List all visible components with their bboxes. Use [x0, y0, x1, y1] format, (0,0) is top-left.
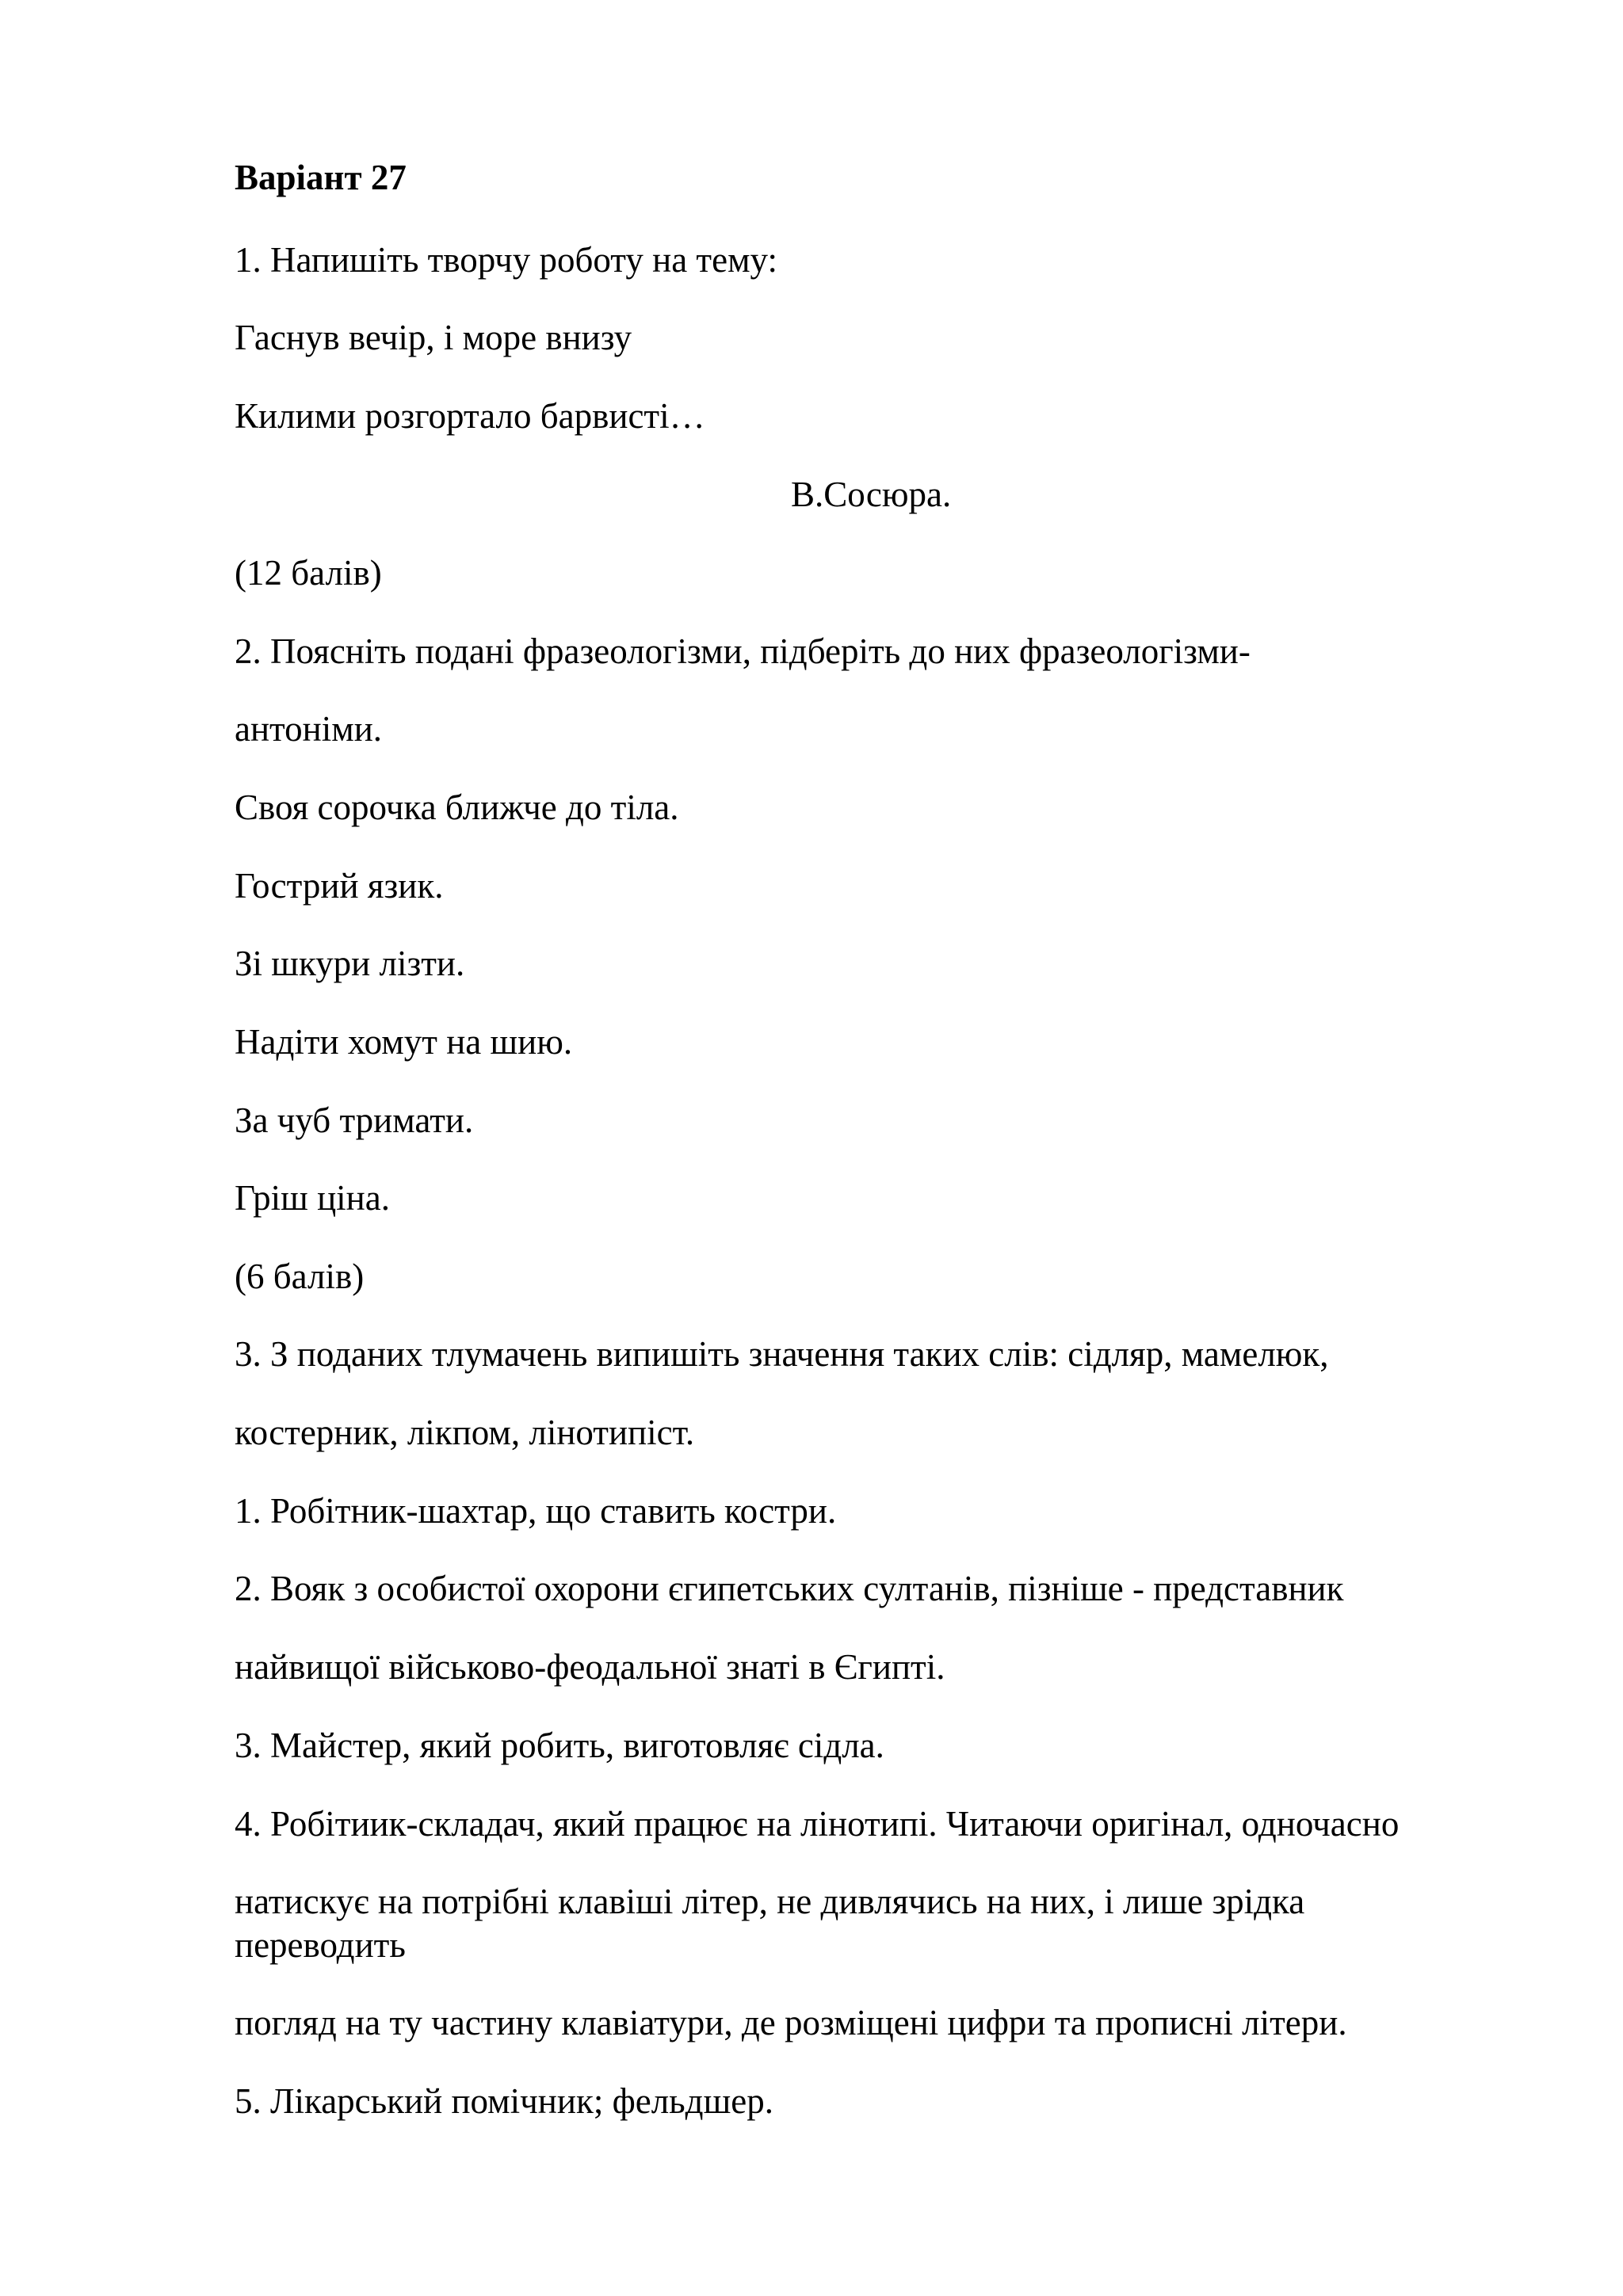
task1-prompt: 1. Напишіть творчу роботу на тему:	[235, 240, 777, 280]
task3-prompt-line2: костерник, лікпом, лінотипіст.	[235, 1413, 695, 1452]
task3-definition-4-line3: переводить	[235, 1925, 406, 1965]
task2-item: Гріш ціна.	[235, 1178, 390, 1218]
task3-prompt-line1: 3. З поданих тлумачень випишіть значення таких слів: сідляр, мамелюк,	[235, 1334, 1329, 1374]
task3-definition-1: 1. Робітник-шахтар, що ставить костри.	[235, 1491, 837, 1531]
task3-definition-2-line1: 2. Вояк з особистої охорони єгипетських султанів, пізніше - представник	[235, 1569, 1344, 1608]
task1-quote-line1: Гаснув вечір, і море внизу	[235, 318, 632, 357]
task3-definition-4-line4: погляд на ту частину клавіатури, де розміщені цифри та прописні літери.	[235, 2003, 1347, 2042]
task3-definition-4-line1: 4. Робітиик-складач, який працює на лінотипі. Читаючи оригінал, одночасно	[235, 1804, 1400, 1844]
task2-item: Зі шкури лізти.	[235, 944, 465, 983]
task2-item: Надіти хомут на шию.	[235, 1022, 573, 1062]
task1-author: В.Сосюра.	[791, 475, 952, 514]
task2-item: Своя сорочка ближче до тіла.	[235, 788, 679, 827]
task2-prompt-line1: 2. Поясніть подані фразеологізми, підберіть до них фразеологізми-	[235, 631, 1251, 671]
task1-quote-line2: Килими розгортало барвисті…	[235, 396, 705, 436]
task2-item: Гострий язик.	[235, 866, 444, 906]
task3-definition-4-line2: натискує на потрібні клавіші літер, не дивлячись на них, і лише зрідка	[235, 1882, 1305, 1921]
document-title: Варіант 27	[235, 158, 407, 197]
task3-definition-2-line2: найвищої військово-феодальної знаті в Єгипті.	[235, 1647, 945, 1687]
task2-item: За чуб тримати.	[235, 1100, 474, 1140]
task3-definition-5: 5. Лікарський помічник; фельдшер.	[235, 2081, 773, 2121]
task1-points: (12 балів)	[235, 553, 382, 593]
task2-prompt-line2: антоніми.	[235, 709, 383, 749]
task2-points: (6 балів)	[235, 1257, 365, 1296]
task3-definition-3: 3. Майстер, який робить, виготовляє сідла.	[235, 1726, 884, 1765]
